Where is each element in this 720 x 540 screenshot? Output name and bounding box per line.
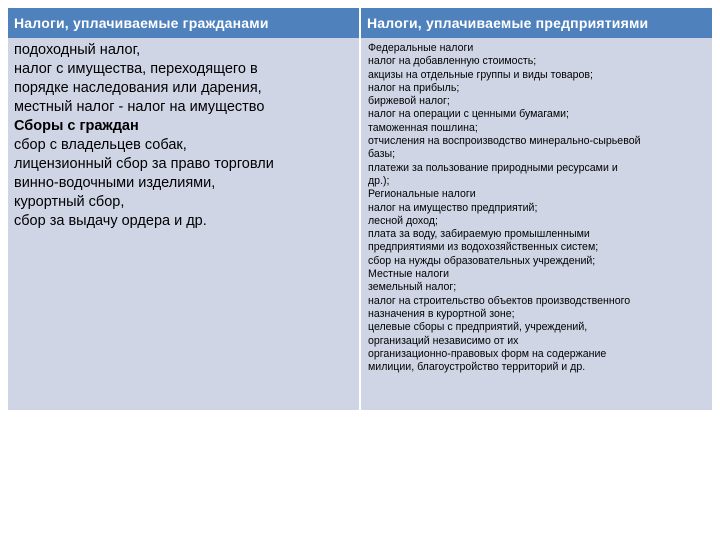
header-enterprise-taxes: Налоги, уплачиваемые предприятиями: [360, 8, 712, 38]
citizens-tax-line: сбор с владельцев собак,: [14, 137, 187, 153]
citizens-tax-line: порядке наследования или дарения,: [14, 80, 262, 96]
enterprise-tax-line: отчисления на воспроизводство минерально-сырьевой: [368, 135, 641, 148]
enterprise-tax-line: др.);: [368, 174, 390, 187]
enterprise-tax-line: налог на операции с ценными бумагами;: [368, 108, 569, 121]
citizens-tax-line: сбор за выдачу ордера и др.: [14, 213, 207, 229]
enterprise-tax-line: целевые сборы с предприятий, учреждений,: [368, 321, 588, 334]
enterprise-tax-line: налог на прибыль;: [368, 81, 460, 94]
enterprise-tax-line: Местные налоги: [368, 268, 449, 281]
citizens-tax-line: налог с имущества, переходящего в: [14, 61, 258, 77]
enterprise-tax-line: акцизы на отдельные группы и виды товаров;: [368, 68, 593, 81]
citizens-fees-heading: Сборы с граждан: [14, 118, 139, 134]
enterprise-tax-line: сбор на нужды образовательных учреждений;: [368, 254, 596, 267]
enterprise-tax-line: плата за воду, забираемую промышленными: [368, 228, 590, 241]
citizens-tax-line: местный налог - налог на имущество: [14, 99, 265, 115]
enterprise-tax-line: Региональные налоги: [368, 188, 476, 201]
enterprise-tax-line: организационно-правовых форм на содержание: [368, 347, 607, 360]
enterprise-tax-line: лесной доход;: [368, 214, 438, 227]
enterprise-tax-line: налог на строительство объектов производственного: [368, 294, 631, 307]
enterprise-taxes-cell: [360, 38, 712, 410]
enterprise-tax-line: налог на имущество предприятий;: [368, 201, 538, 214]
citizens-taxes-list: [8, 38, 359, 231]
enterprise-tax-line: милиции, благоустройство территорий и др.: [368, 361, 586, 374]
enterprise-tax-line: платежи за пользование природными ресурсами и: [368, 161, 618, 174]
header-citizens-taxes: Налоги, уплачиваемые гражданами: [8, 8, 360, 38]
enterprise-tax-line: назначения в курортной зоне;: [368, 307, 515, 320]
citizens-tax-line: лицензионный сбор за право торговли: [14, 156, 274, 172]
citizens-taxes-cell: [8, 38, 360, 410]
table-header-row: [8, 8, 712, 38]
enterprise-tax-line: таможенная пошлина;: [368, 121, 478, 134]
enterprise-tax-line: организаций независимо от их: [368, 334, 519, 347]
enterprise-tax-line: биржевой налог;: [368, 95, 450, 108]
enterprise-tax-line: предприятиями из водохозяйственных систем;: [368, 241, 599, 254]
enterprise-tax-line: налог на добавленную стоимость;: [368, 55, 537, 68]
citizens-tax-line: курортный сбор,: [14, 194, 125, 210]
table-row: [8, 38, 712, 410]
enterprise-tax-line: земельный налог;: [368, 281, 457, 294]
enterprise-taxes-list: [361, 38, 712, 374]
enterprise-tax-line: Федеральные налоги: [368, 42, 474, 54]
enterprise-tax-line: базы;: [368, 148, 396, 161]
citizens-tax-line: винно-водочными изделиями,: [14, 175, 216, 191]
citizens-tax-line: подоходный налог,: [14, 42, 141, 58]
tax-comparison-table: [8, 8, 712, 410]
